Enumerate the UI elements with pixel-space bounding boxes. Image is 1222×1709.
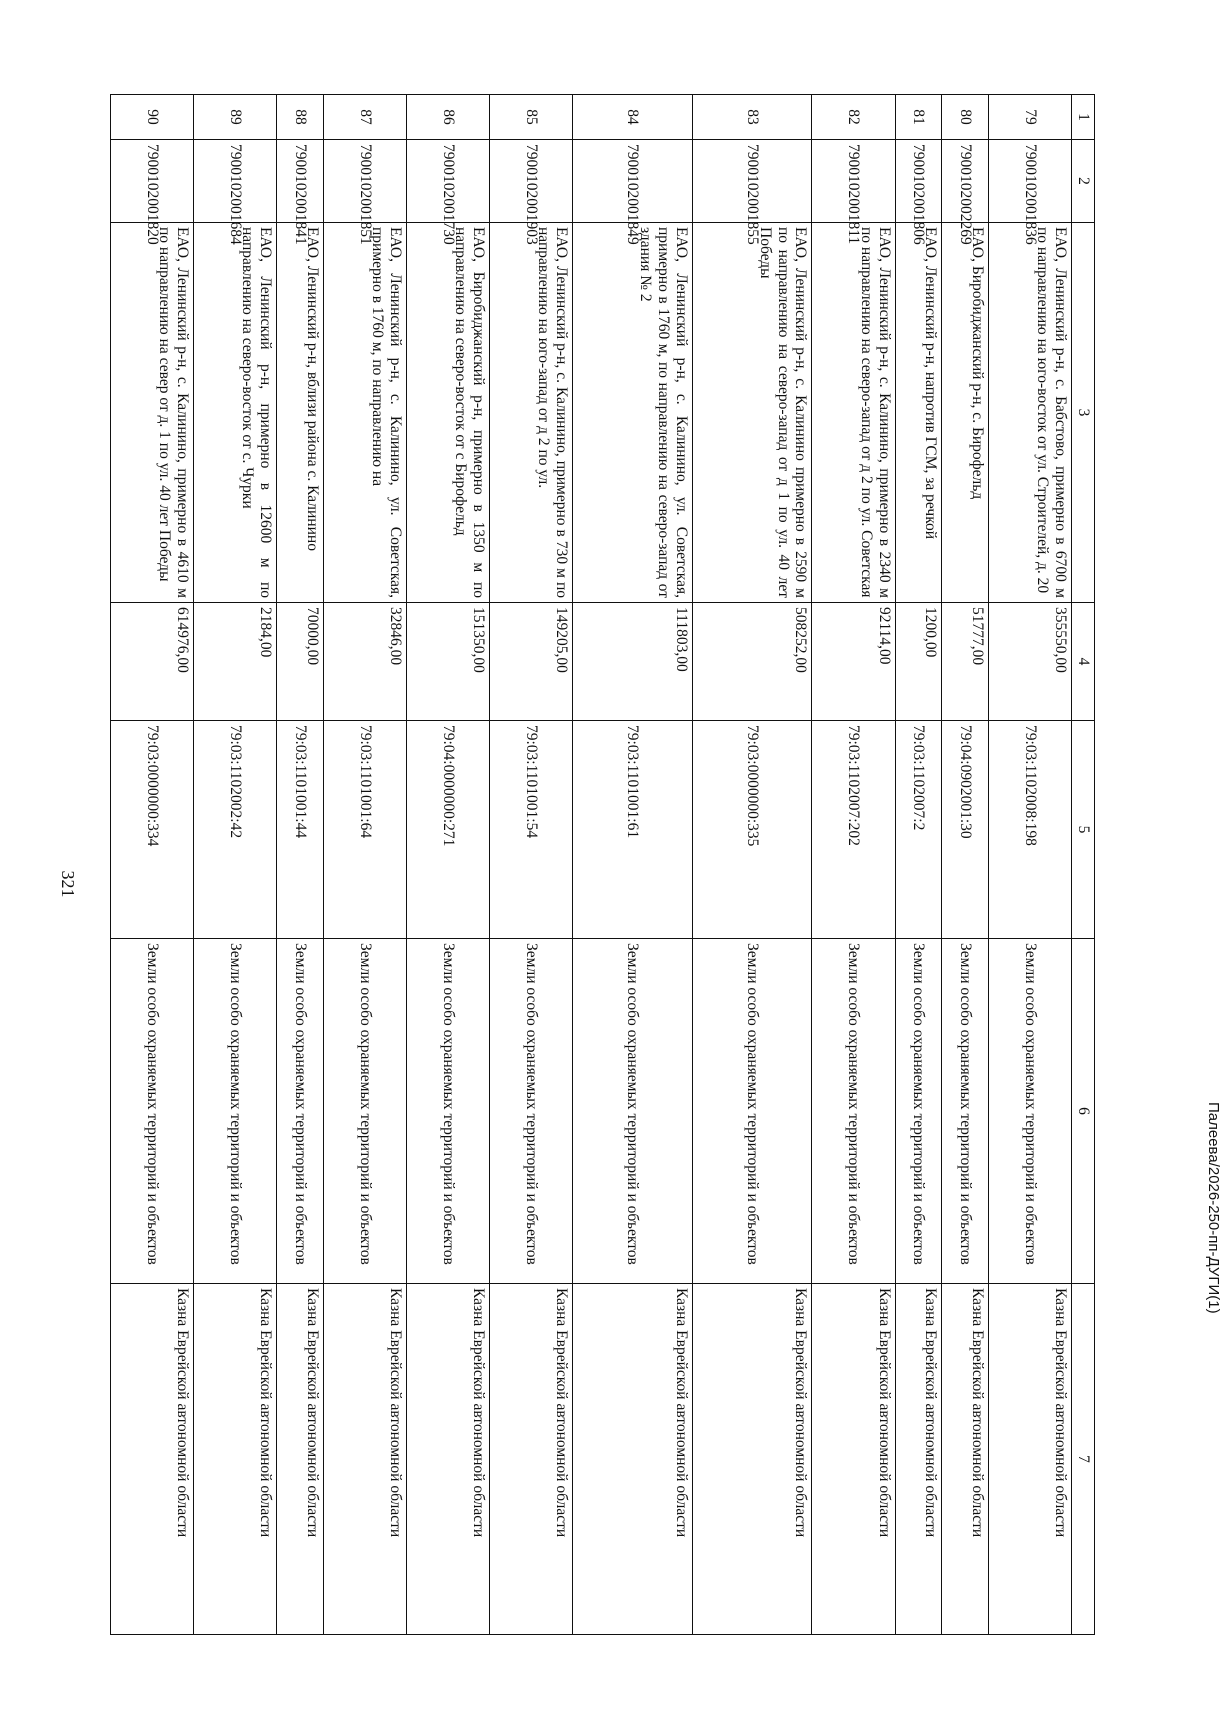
registry-code: 7900102001730 (407, 140, 490, 223)
row-number: 85 (490, 95, 573, 140)
address-cell: ЕАО, Биробиджанский р-н, примерно в 1350 м по направлению на северо-восток от с Бирофельд (407, 223, 490, 603)
row-number: 80 (942, 95, 989, 140)
table-row (988, 95, 1071, 1635)
column-header: 6 (1072, 939, 1095, 1284)
cadastral-number: 79:03:1101001:44 (277, 721, 324, 939)
address-cell: ЕАО, Ленинский р-н, с. Калинино примерно в 2590 м по направлению на северо-запад от д 1 по ул. 40 лет Победы (692, 223, 812, 603)
column-header: 5 (1072, 721, 1095, 939)
land-category: Земли особо охраняемых территорий и объектов (895, 939, 942, 1284)
registry-code: 7900102001811 (812, 140, 895, 223)
owner-cell: Казна Еврейской автономной области (407, 1284, 490, 1635)
cadastral-number: 79:03:1102008:198 (988, 721, 1071, 939)
column-header: 7 (1072, 1284, 1095, 1635)
area-cell: 508252,00 (692, 603, 812, 721)
address-cell: ЕАО, Ленинский р-н, напротив ГСМ, за речкой (895, 223, 942, 603)
column-header: 3 (1072, 223, 1095, 603)
table-row (692, 95, 812, 1635)
table-row (323, 95, 406, 1635)
header-row (1072, 95, 1095, 1635)
owner-cell: Казна Еврейской автономной области (490, 1284, 573, 1635)
address-cell: ЕАО, Ленинский р-н, с. Калинино, примерно в 4610 м по направлению на север от д. 1 по ул. 40 лет Победы (111, 223, 194, 603)
owner-cell: Казна Еврейской автономной области (692, 1284, 812, 1635)
land-category: Земли особо охраняемых территорий и объектов (490, 939, 573, 1284)
table-row (194, 95, 277, 1635)
land-category: Земли особо охраняемых территорий и объектов (323, 939, 406, 1284)
owner-cell: Казна Еврейской автономной области (194, 1284, 277, 1635)
row-number: 83 (692, 95, 812, 140)
registry-code: 7900102001849 (573, 140, 693, 223)
area-cell: 92114,00 (812, 603, 895, 721)
area-cell: 51777,00 (942, 603, 989, 721)
area-cell: 151350,00 (407, 603, 490, 721)
cadastral-number: 79:03:1102007:2 (895, 721, 942, 939)
table-row (573, 95, 693, 1635)
cadastral-number: 79:03:1102002:42 (194, 721, 277, 939)
address-cell: ЕАО, Ленинский р-н, примерно в 12600 м по направлению на северо-восток от с. Чурки (194, 223, 277, 603)
table-row (277, 95, 324, 1635)
table-row (895, 95, 942, 1635)
address-cell: ЕАО, Биробиджанский р-н, с. Бирофельд (942, 223, 989, 603)
row-number: 87 (323, 95, 406, 140)
land-registry-table-container (110, 94, 1095, 1634)
owner-cell: Казна Еврейской автономной области (812, 1284, 895, 1635)
cadastral-number: 79:03:1101001:64 (323, 721, 406, 939)
registry-code: 7900102001836 (988, 140, 1071, 223)
column-header: 4 (1072, 603, 1095, 721)
address-cell: ЕАО, Ленинский р-н, с. Калинино, ул. Советская, примерно в 1760 м, по направлению на северо-запад от здания № 2 (573, 223, 693, 603)
owner-cell: Казна Еврейской автономной области (323, 1284, 406, 1635)
row-number: 81 (895, 95, 942, 140)
land-category: Земли особо охраняемых территорий и объектов (942, 939, 989, 1284)
row-number: 86 (407, 95, 490, 140)
table-row (942, 95, 989, 1635)
land-category: Земли особо охраняемых территорий и объектов (277, 939, 324, 1284)
land-category: Земли особо охраняемых территорий и объектов (194, 939, 277, 1284)
area-cell: 614976,00 (111, 603, 194, 721)
owner-cell: Казна Еврейской автономной области (111, 1284, 194, 1635)
cadastral-number: 79:04:0902001:30 (942, 721, 989, 939)
row-number: 88 (277, 95, 324, 140)
registry-code: 7900102001841 (277, 140, 324, 223)
cadastral-number: 79:03:1102007:202 (812, 721, 895, 939)
area-cell: 70000,00 (277, 603, 324, 721)
address-cell: ЕАО, Ленинский р-н, вблизи района с. Калинино (277, 223, 324, 603)
owner-cell: Казна Еврейской автономной области (988, 1284, 1071, 1635)
registry-code: 7900102001806 (895, 140, 942, 223)
address-cell: ЕАО, Ленинский р-н, с. Калинино, примерно в 730 м по направлению на юго-запад от д 2 по ул. (490, 223, 573, 603)
column-header: 1 (1072, 95, 1095, 140)
document-footer: Палеева/2026-250-пп-ДУГИ(1) (1205, 1102, 1222, 1314)
land-category: Земли особо охраняемых территорий и объектов (407, 939, 490, 1284)
cadastral-number: 79:03:0000000:334 (111, 721, 194, 939)
page-number: 321 (58, 870, 78, 898)
table-row (407, 95, 490, 1635)
row-number: 84 (573, 95, 693, 140)
owner-cell: Казна Еврейской автономной области (942, 1284, 989, 1635)
area-cell: 32846,00 (323, 603, 406, 721)
cadastral-number: 79:03:0000000:335 (692, 721, 812, 939)
rotated-table-frame (110, 94, 1095, 1634)
area-cell: 149205,00 (490, 603, 573, 721)
land-category: Земли особо охраняемых территорий и объектов (692, 939, 812, 1284)
owner-cell: Казна Еврейской автономной области (895, 1284, 942, 1635)
row-number: 82 (812, 95, 895, 140)
registry-code: 7900102001851 (323, 140, 406, 223)
row-number: 90 (111, 95, 194, 140)
column-header: 2 (1072, 140, 1095, 223)
area-cell: 1200,00 (895, 603, 942, 721)
table-row (812, 95, 895, 1635)
address-cell: ЕАО, Ленинский р-н, с. Калинино, ул. Советская, примерно в 1760 м, по направлению на (323, 223, 406, 603)
land-registry-table (110, 94, 1095, 1635)
area-cell: 355550,00 (988, 603, 1071, 721)
land-category: Земли особо охраняемых территорий и объектов (812, 939, 895, 1284)
owner-cell: Казна Еврейской автономной области (573, 1284, 693, 1635)
row-number: 79 (988, 95, 1071, 140)
table-row (490, 95, 573, 1635)
cadastral-number: 79:03:1101001:54 (490, 721, 573, 939)
cadastral-number: 79:03:1101001:61 (573, 721, 693, 939)
registry-code: 7900102001855 (692, 140, 812, 223)
owner-cell: Казна Еврейской автономной области (277, 1284, 324, 1635)
registry-code: 7900102001684 (194, 140, 277, 223)
address-cell: ЕАО, Ленинский р-н, с. Бабстово, примерно в 6700 м по направлению на юго-восток от ул. Строителей, д. 20 (988, 223, 1071, 603)
land-category: Земли особо охраняемых территорий и объектов (573, 939, 693, 1284)
address-cell: ЕАО, Ленинский р-н, с. Калинино, примерно в 2340 м по направлению на северо-запад от д 2 по ул. Советская (812, 223, 895, 603)
registry-code: 7900102001820 (111, 140, 194, 223)
row-number: 89 (194, 95, 277, 140)
table-row (111, 95, 194, 1635)
land-category: Земли особо охраняемых территорий и объектов (988, 939, 1071, 1284)
cadastral-number: 79:04:0000000:271 (407, 721, 490, 939)
registry-code: 7900102001903 (490, 140, 573, 223)
registry-code: 7900102002269 (942, 140, 989, 223)
land-category: Земли особо охраняемых территорий и объектов (111, 939, 194, 1284)
area-cell: 2184,00 (194, 603, 277, 721)
area-cell: 111803,00 (573, 603, 693, 721)
